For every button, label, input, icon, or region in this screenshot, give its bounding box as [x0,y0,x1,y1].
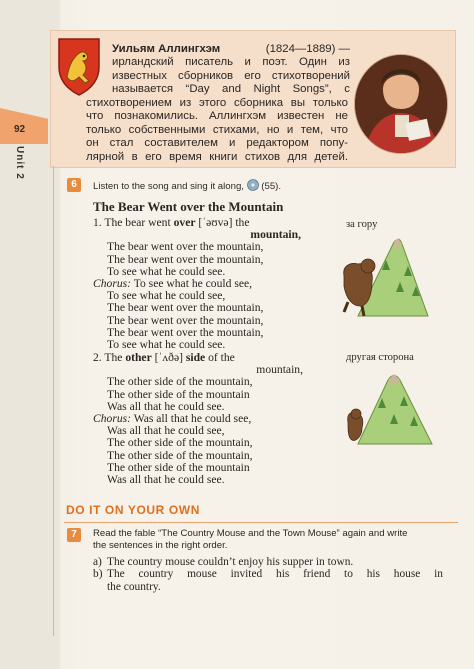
list-item [93,556,443,568]
author-years: (1824—1889) — [265,43,350,55]
song-line: To see what he could see, [107,289,226,303]
page-number: 92 [14,124,26,135]
bear-other-side-illustration [344,372,436,448]
song-word-side: side [185,351,206,364]
bear-climbing-illustration [338,236,430,320]
item-text: The country mouse couldn’t enjoy his supper in town. [107,556,354,568]
track-number: (55). [261,181,282,192]
task7-instruction-line: Read the fable “The Country Mouse and the Town Mouse” again and write [93,528,408,539]
song-line: mountain, [250,228,301,242]
bio-line: называется “Day and Night Songs”, с [112,83,350,96]
item-letter: b) [93,568,103,581]
section-title: DO IT ON YOUR OWN [66,503,200,517]
bio-line: только собственными стихами, но и тем, что [86,123,348,136]
song-transcription: [ˈʌðə] [154,351,183,364]
song-line: To see what he could see. [107,264,226,278]
task6-instruction-text: Listen to the song and sing it along, [93,181,244,192]
song-line: The other side of the mountain, [107,375,253,389]
translation-gloss: другая сторона [346,352,414,363]
song-line: The other side of the mountain, [107,436,253,450]
section-underline [64,522,458,523]
song-word-over: over [173,216,196,229]
audio-cd-icon[interactable] [247,179,259,191]
song-line: mountain, [256,363,303,377]
list-item [93,568,443,580]
unit-label: Unit 2 [14,146,25,180]
song-line: To see what he could see. [107,338,226,352]
song-line: Was all that he could see. [107,399,225,413]
bio-line: ирландский писатель и поэт. Один из [112,56,350,69]
bio-line: известных сборников его стихотворений [112,69,350,82]
song-title: The Bear Went over the Mountain [93,199,284,214]
task6-instruction [93,179,281,192]
song-verse-1 [93,217,333,351]
margin-rule [53,166,54,636]
bio-line: стихотворением из этого сборника вы только [86,97,348,109]
song-text: 1. The bear went [93,216,171,229]
song-text: of the [208,351,235,364]
song-line: The bear went over the mountain, [107,313,264,327]
song-line: The other side of the mountain [107,460,250,474]
task7-instruction [93,528,443,552]
bio-line: он стал составителем и редактором попу- [86,137,348,150]
biography-text [112,43,350,97]
song-line: The bear went over the mountain, [107,325,264,339]
item-text: The country mouse invited his friend to his house in [107,568,443,581]
bio-line: что познакомились. Аллингхэм известен не [86,110,348,123]
task7-instruction-line: the sentences in the right order. [93,539,228,551]
item-letter: a) [93,556,102,568]
task-number-badge: 7 [67,528,81,542]
song-text: To see what he could see, [133,277,253,291]
author-portrait [354,54,448,154]
song-line: The other side of the mountain [107,387,250,401]
song-text: 2. The [93,351,123,364]
sentence-list [93,556,443,593]
song-line: The bear went over the mountain, [107,301,264,315]
item-text: the country. [107,580,161,593]
bio-line: лярной в его время книги стихов для детей. [86,150,348,163]
song-line: The bear went over the mountain, [107,240,264,254]
biography-text-wide [86,97,348,164]
song-line: The bear went over the mountain, [107,252,264,266]
translation-gloss: за гору [346,219,378,230]
list-item-continuation [93,581,443,593]
chorus-label: Chorus: [93,412,132,426]
song-verse-2 [93,352,333,486]
song-line: Was all that he could see. [107,473,225,487]
song-transcription: [ˈəʊvə] the [198,216,250,229]
song-text: Was all that he could see, [133,412,252,426]
author-name: Уильям Аллингхэм [112,43,221,55]
song-line: Was all that he could see, [107,424,225,438]
chorus-label: Chorus: [93,277,132,291]
song-line: The other side of the mountain, [107,448,253,462]
coat-of-arms-icon [57,37,101,97]
song-word-other: other [125,351,152,364]
task-number-badge: 6 [67,178,81,192]
